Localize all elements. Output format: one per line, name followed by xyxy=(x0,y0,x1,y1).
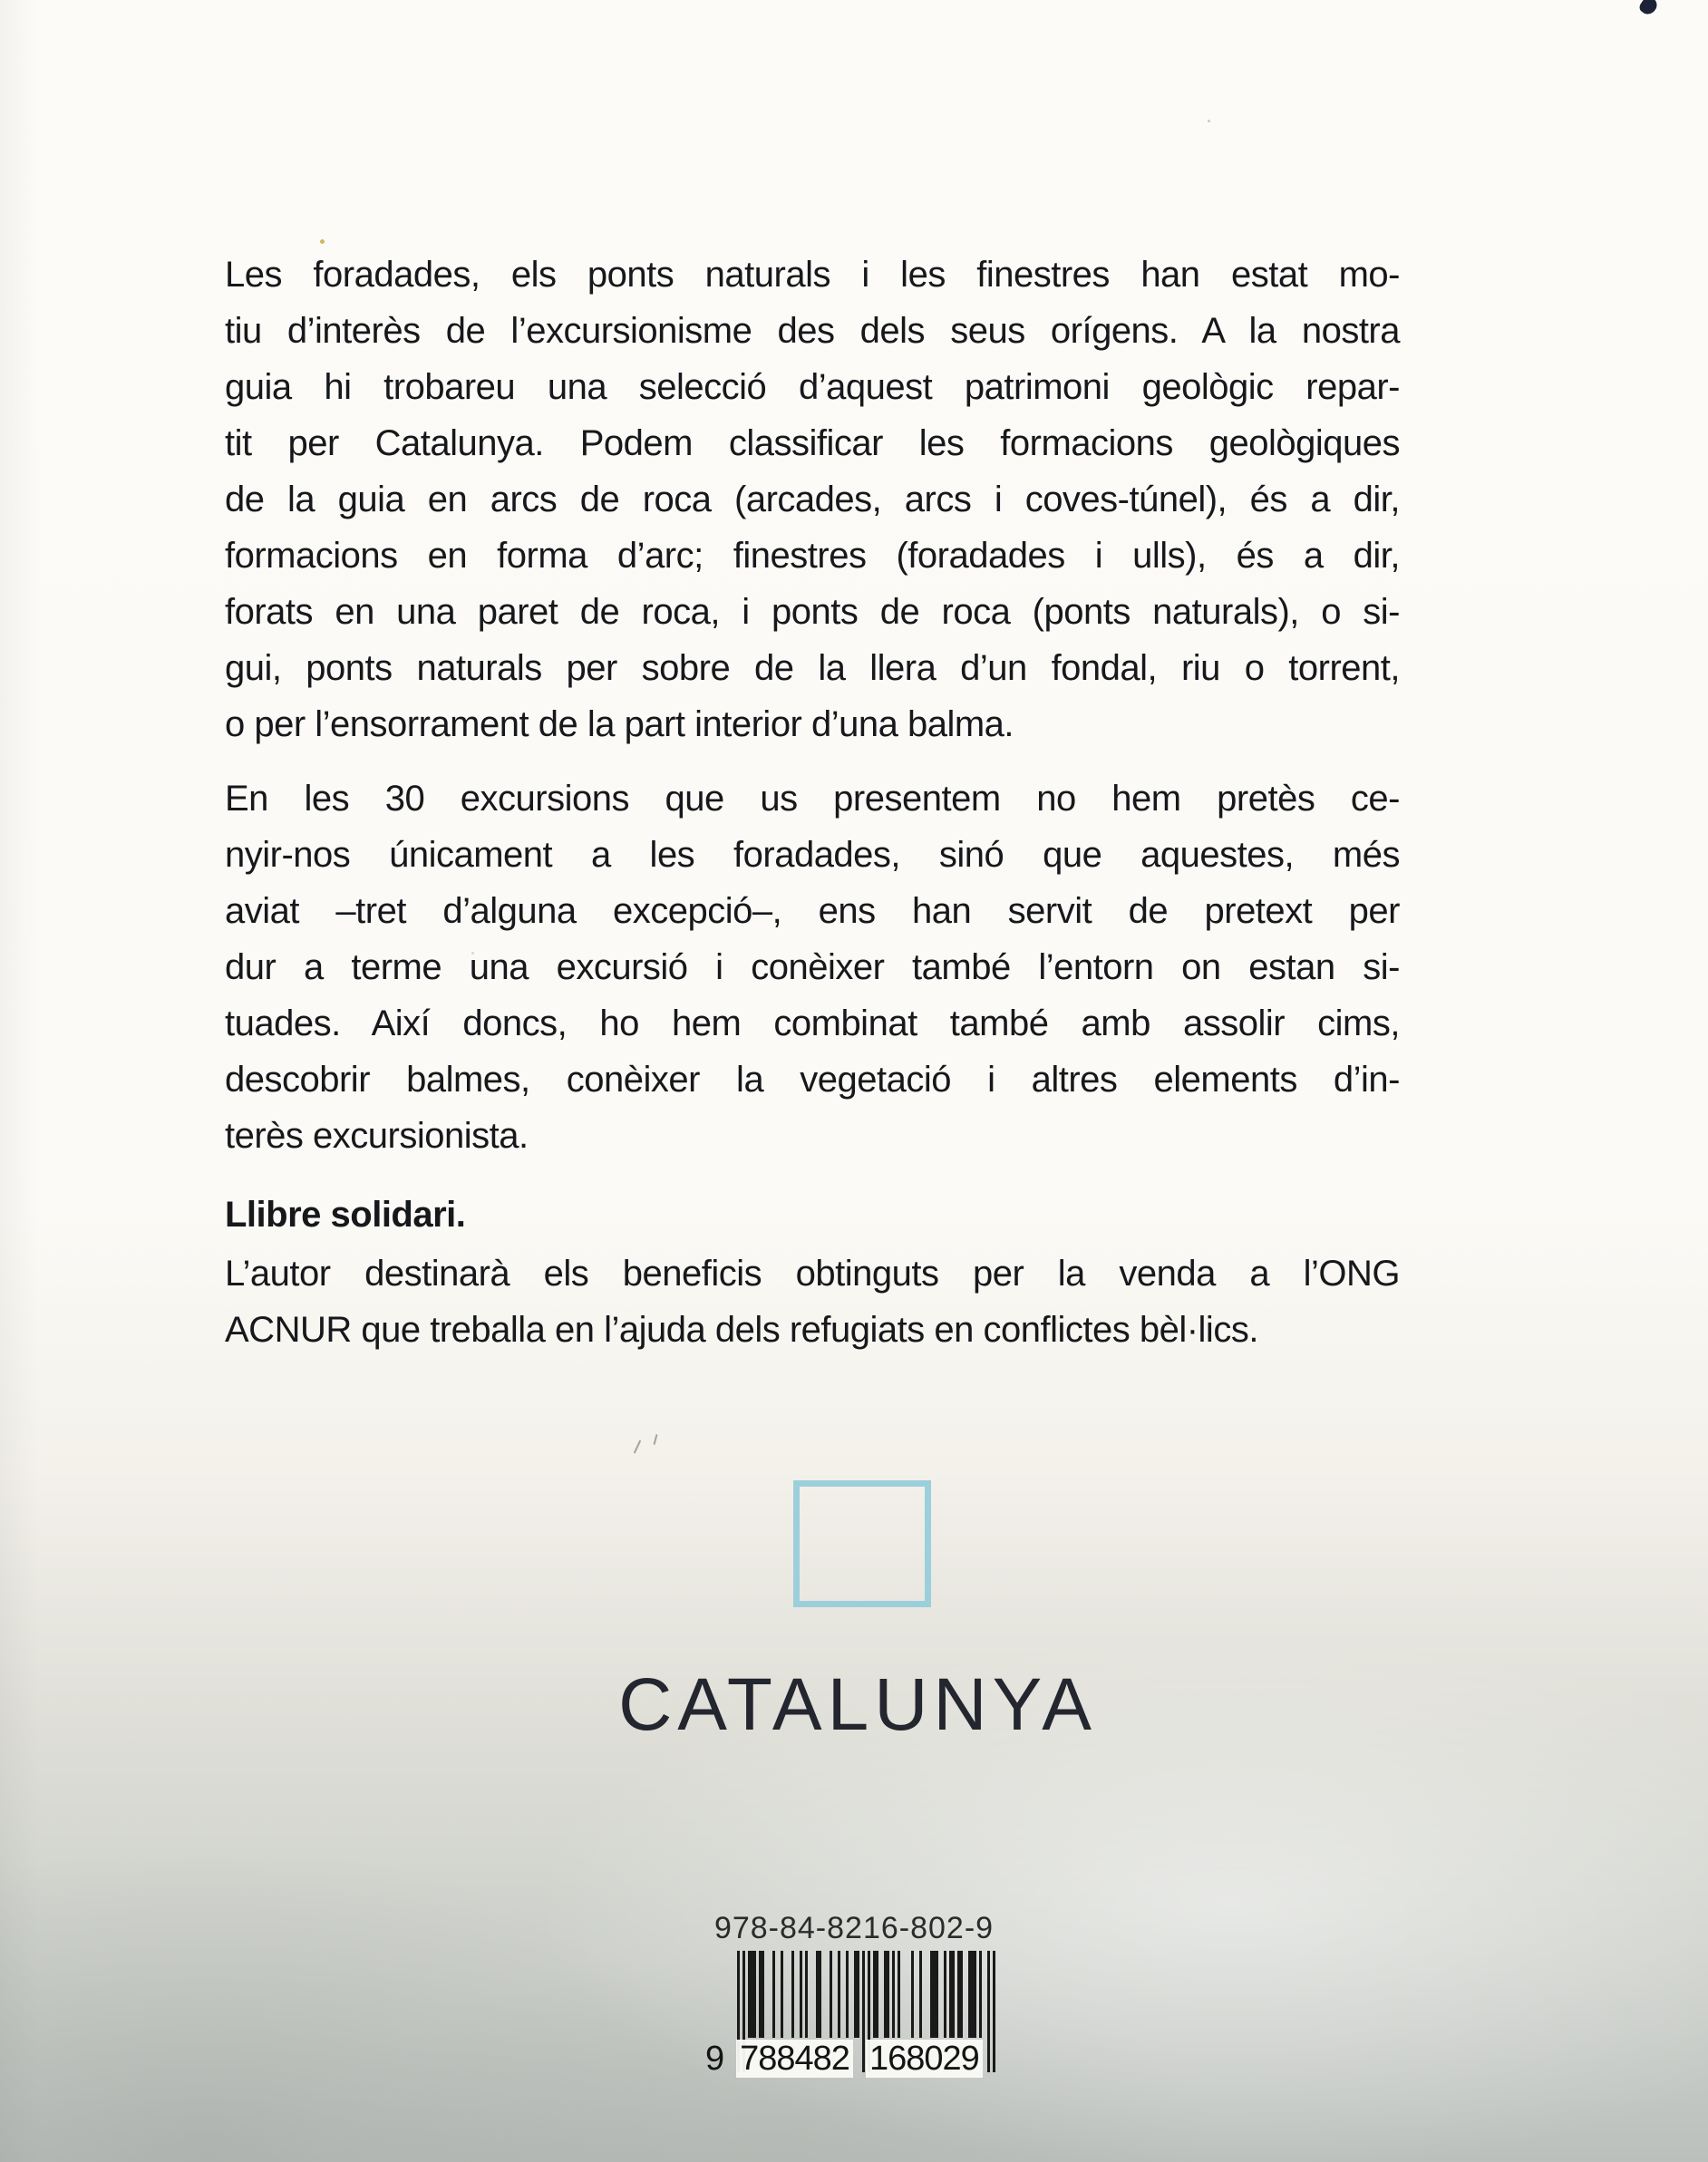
blurb-line: tit per Catalunya. Podem classificar les formacions geològiques xyxy=(225,423,1400,463)
blurb-line: tuades. Així doncs, ho hem combinat també amb assolir cims, xyxy=(225,1003,1400,1043)
publisher-wordmark: CATALUNYA xyxy=(618,1663,1097,1746)
blurb-line: nyir-nos únicament a les foradades, sinó que aquestes, més xyxy=(225,835,1400,875)
blurb-line: tiu d’interès de l’excursionisme des dels seus orígens. A la nostra xyxy=(225,311,1400,351)
barcode-digit-first: 9 xyxy=(705,2040,724,2078)
blurb-line: descobrir balmes, conèixer la vegetació i altres elements d’in- xyxy=(225,1060,1400,1100)
blurb-line: L’autor destinarà els beneficis obtinguts per la venda a l’ONG xyxy=(225,1254,1400,1294)
blurb-text-block xyxy=(225,247,1400,1376)
paper-speckle xyxy=(1208,120,1210,122)
blurb-line: de la guia en arcs de roca (arcades, arcs i coves-túnel), és a dir, xyxy=(225,480,1400,519)
blurb-line: En les 30 excursions que us presentem no hem pretès ce- xyxy=(225,779,1400,819)
solidari-paragraph xyxy=(225,1246,1400,1358)
blurb-line: ACNUR que treballa en l’ajuda dels refugiats en conflictes bèl·lics. xyxy=(225,1310,1258,1350)
blurb-line: dur a terme una excursió i conèixer també l’entorn on estan si- xyxy=(225,947,1400,987)
barcode-digit-group: 168029 xyxy=(866,2040,983,2078)
publisher-square-logo xyxy=(793,1480,931,1607)
blurb-line: aviat –tret d’alguna excepció–, ens han servit de pretext per xyxy=(225,891,1400,931)
blurb-line: forats en una paret de roca, i ponts de roca (ponts naturals), o si- xyxy=(225,592,1400,632)
blurb-paragraph-2 xyxy=(225,771,1400,1164)
blurb-paragraph-1 xyxy=(225,247,1400,752)
isbn-number: 978-84-8216-802-9 xyxy=(713,1911,995,1945)
blurb-line: terès excursionista. xyxy=(225,1116,529,1156)
blurb-line: o per l’ensorrament de la part interior d’una balma. xyxy=(225,704,1014,744)
scan-artifact-mark xyxy=(1637,0,1660,17)
blurb-line: guia hi trobareu una selecció d’aquest patrimoni geològic repar- xyxy=(225,367,1400,407)
pencil-mark xyxy=(653,1434,657,1445)
barcode-digit-group: 788482 xyxy=(736,2040,853,2078)
blurb-line: formacions en forma d’arc; finestres (foradades i ulls), és a dir, xyxy=(225,536,1400,576)
blurb-line: gui, ponts naturals per sobre de la llera d’un fondal, riu o torrent, xyxy=(225,648,1400,688)
blurb-line: Les foradades, els ponts naturals i les finestres han estat mo- xyxy=(225,255,1400,295)
barcode-digits xyxy=(705,2040,983,2078)
paper-speckle xyxy=(320,239,325,244)
pencil-mark xyxy=(634,1440,642,1453)
solidari-heading: Llibre solidari. xyxy=(225,1195,466,1235)
